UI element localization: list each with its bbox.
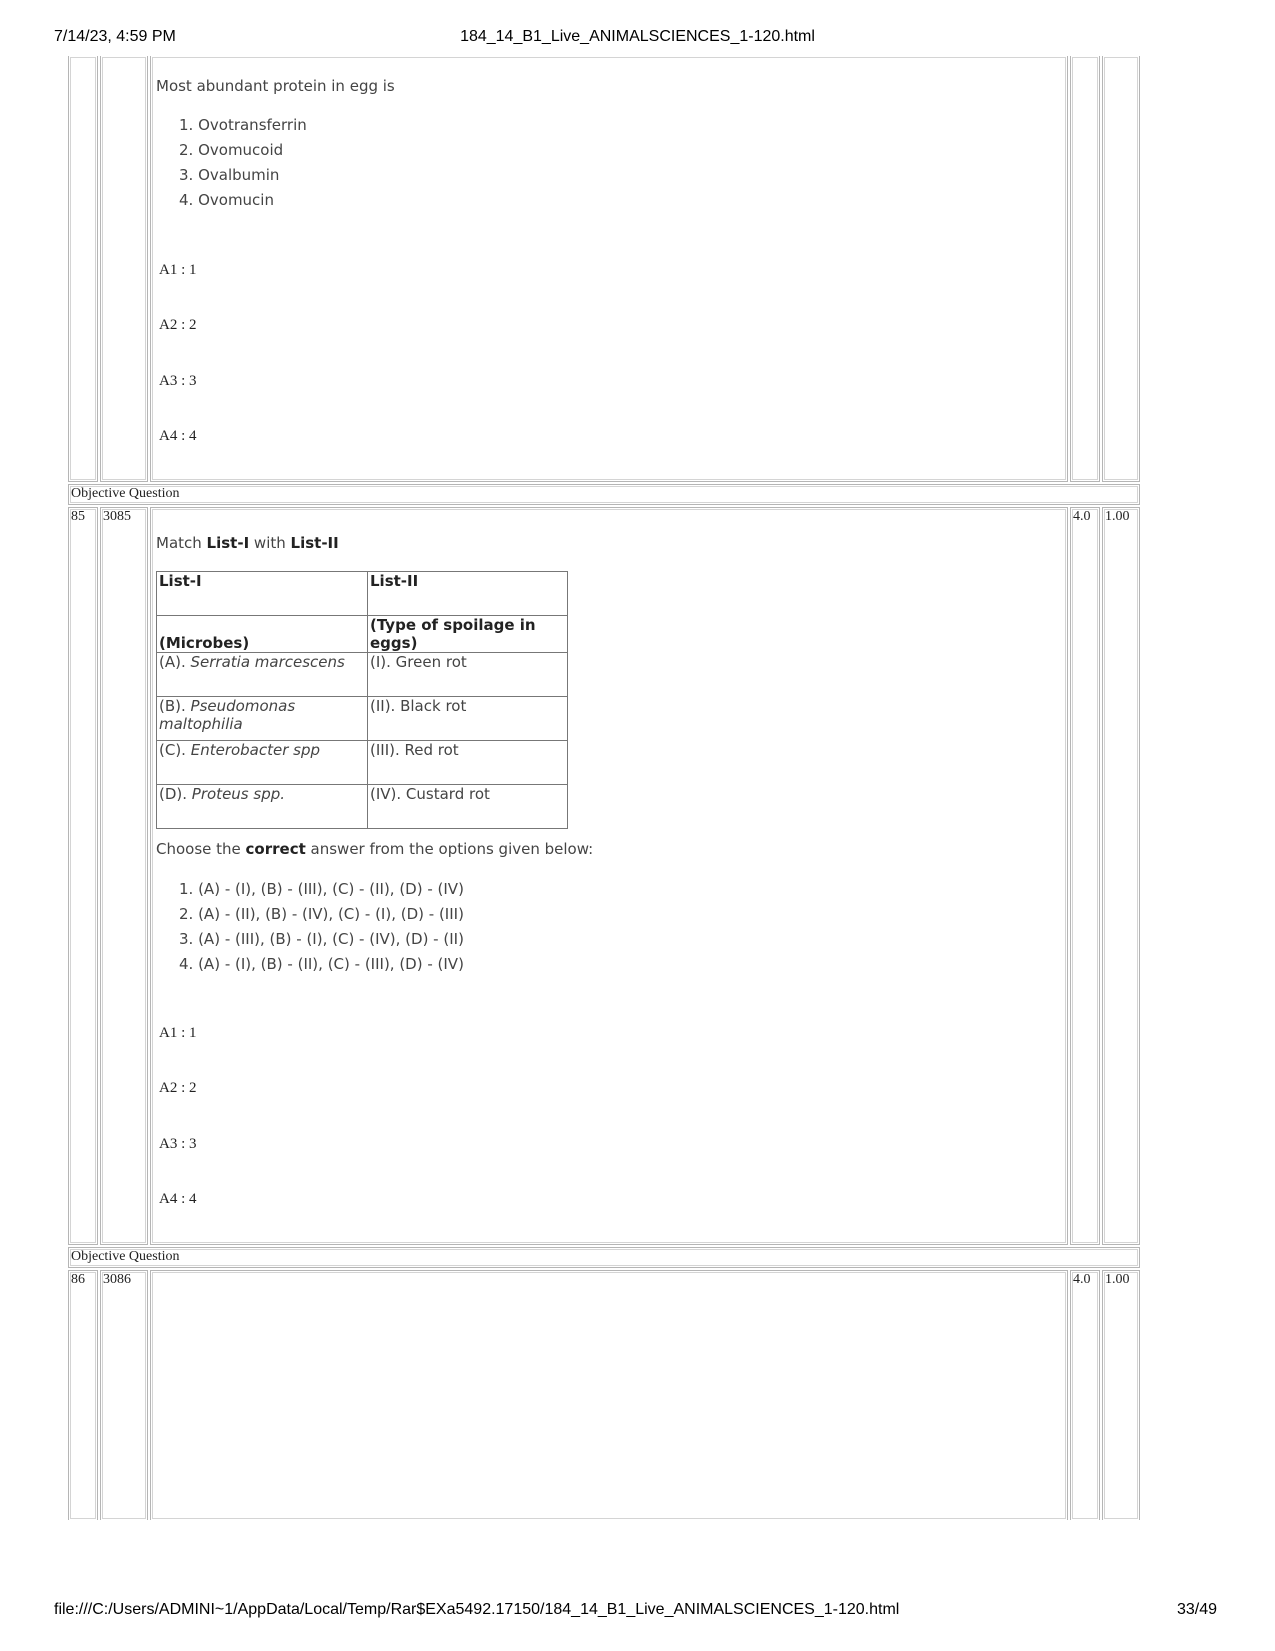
q84-num-cell (68, 56, 98, 482)
q84-answer-4: A4 : 4 (159, 428, 197, 444)
q85-number: 85 (71, 509, 85, 524)
q86-id: 3086 (103, 1272, 131, 1287)
list-2-subheader: (Type of spoilage in eggs) (368, 616, 568, 653)
q86-type-label: Objective Question (68, 1247, 1140, 1268)
q84-answer-2: A2 : 2 (159, 317, 197, 333)
q85-option-1: 1. (A) - (I), (B) - (III), (C) - (II), (D) - (IV) (179, 880, 464, 898)
print-file-path: file:///C:/Users/ADMINI~1/AppData/Local/Temp/Rar$EXa5492.17150/184_14_B1_Live_ANIMALSCIENCES_1-120.html (54, 1601, 900, 1618)
q85-number-cell (68, 507, 98, 1245)
q84-marks-cell (1070, 56, 1100, 482)
q86-id-cell (100, 1270, 148, 1520)
list-2-header: List-II (368, 572, 568, 616)
q85-type-label: Objective Question (68, 484, 1140, 505)
q86-number: 86 (71, 1272, 85, 1287)
list-2-item-2: (II). Black rot (368, 697, 568, 741)
q84-option-4: 4. Ovomucin (179, 191, 274, 209)
q85-id-cell (100, 507, 148, 1245)
list-2-item-3: (III). Red rot (368, 741, 568, 785)
q84-answer-3: A3 : 3 (159, 373, 197, 389)
q85-answer-2: A2 : 2 (159, 1080, 197, 1096)
list-1-subheader: (Microbes) (157, 616, 368, 653)
q85-option-3: 3. (A) - (III), (B) - (I), (C) - (IV), (D) - (II) (179, 930, 464, 948)
q85-match-table (156, 571, 568, 829)
q84-option-1: 1. Ovotransferrin (179, 116, 307, 134)
list-2-item-4: (IV). Custard rot (368, 785, 568, 829)
q85-negative-cell (1102, 507, 1140, 1245)
q85-marks-cell (1070, 507, 1100, 1245)
q84-option-3: 3. Ovalbumin (179, 166, 280, 184)
q85-instruction: Choose the correct answer from the options given below: (156, 840, 594, 858)
q85-option-2: 2. (A) - (II), (B) - (IV), (C) - (I), (D) - (III) (179, 905, 464, 923)
q84-answer-1: A1 : 1 (159, 262, 197, 278)
print-page-number: 33/49 (1176, 1601, 1217, 1618)
q85-id: 3085 (103, 509, 131, 524)
q86-negative: 1.00 (1105, 1272, 1130, 1287)
q84-option-2: 2. Ovomucoid (179, 141, 284, 159)
q85-answer-3: A3 : 3 (159, 1136, 197, 1152)
print-datetime: 7/14/23, 4:59 PM (54, 28, 176, 45)
list-1-item-c: (C). Enterobacter spp (157, 741, 368, 785)
q86-number-cell (68, 1270, 98, 1520)
q84-negative-cell (1102, 56, 1140, 482)
q86-marks-cell (1070, 1270, 1100, 1520)
q84-options (179, 113, 307, 213)
q85-question-text: Match List-I with List-II (156, 534, 339, 552)
q85-marks: 4.0 (1073, 509, 1091, 524)
q86-marks: 4.0 (1073, 1272, 1091, 1287)
print-title: 184_14_B1_Live_ANIMALSCIENCES_1-120.html (460, 28, 815, 45)
q85-option-4: 4. (A) - (I), (B) - (II), (C) - (III), (D) - (IV) (179, 955, 464, 973)
list-1-item-d: (D). Proteus spp. (157, 785, 368, 829)
q86-negative-cell (1102, 1270, 1140, 1520)
q85-options (179, 877, 464, 977)
q85-answer-1: A1 : 1 (159, 1025, 197, 1041)
list-1-item-b: (B). Pseudomonas maltophilia (157, 697, 368, 741)
list-1-header: List-I (157, 572, 368, 616)
list-2-item-1: (I). Green rot (368, 653, 568, 697)
q86-body-cell (150, 1270, 1068, 1520)
q84-id-cell (100, 56, 148, 482)
list-1-item-a: (A). Serratia marcescens (157, 653, 368, 697)
q85-answer-4: A4 : 4 (159, 1191, 197, 1207)
q85-negative: 1.00 (1105, 509, 1130, 524)
q84-question-text: Most abundant protein in egg is (156, 77, 395, 95)
